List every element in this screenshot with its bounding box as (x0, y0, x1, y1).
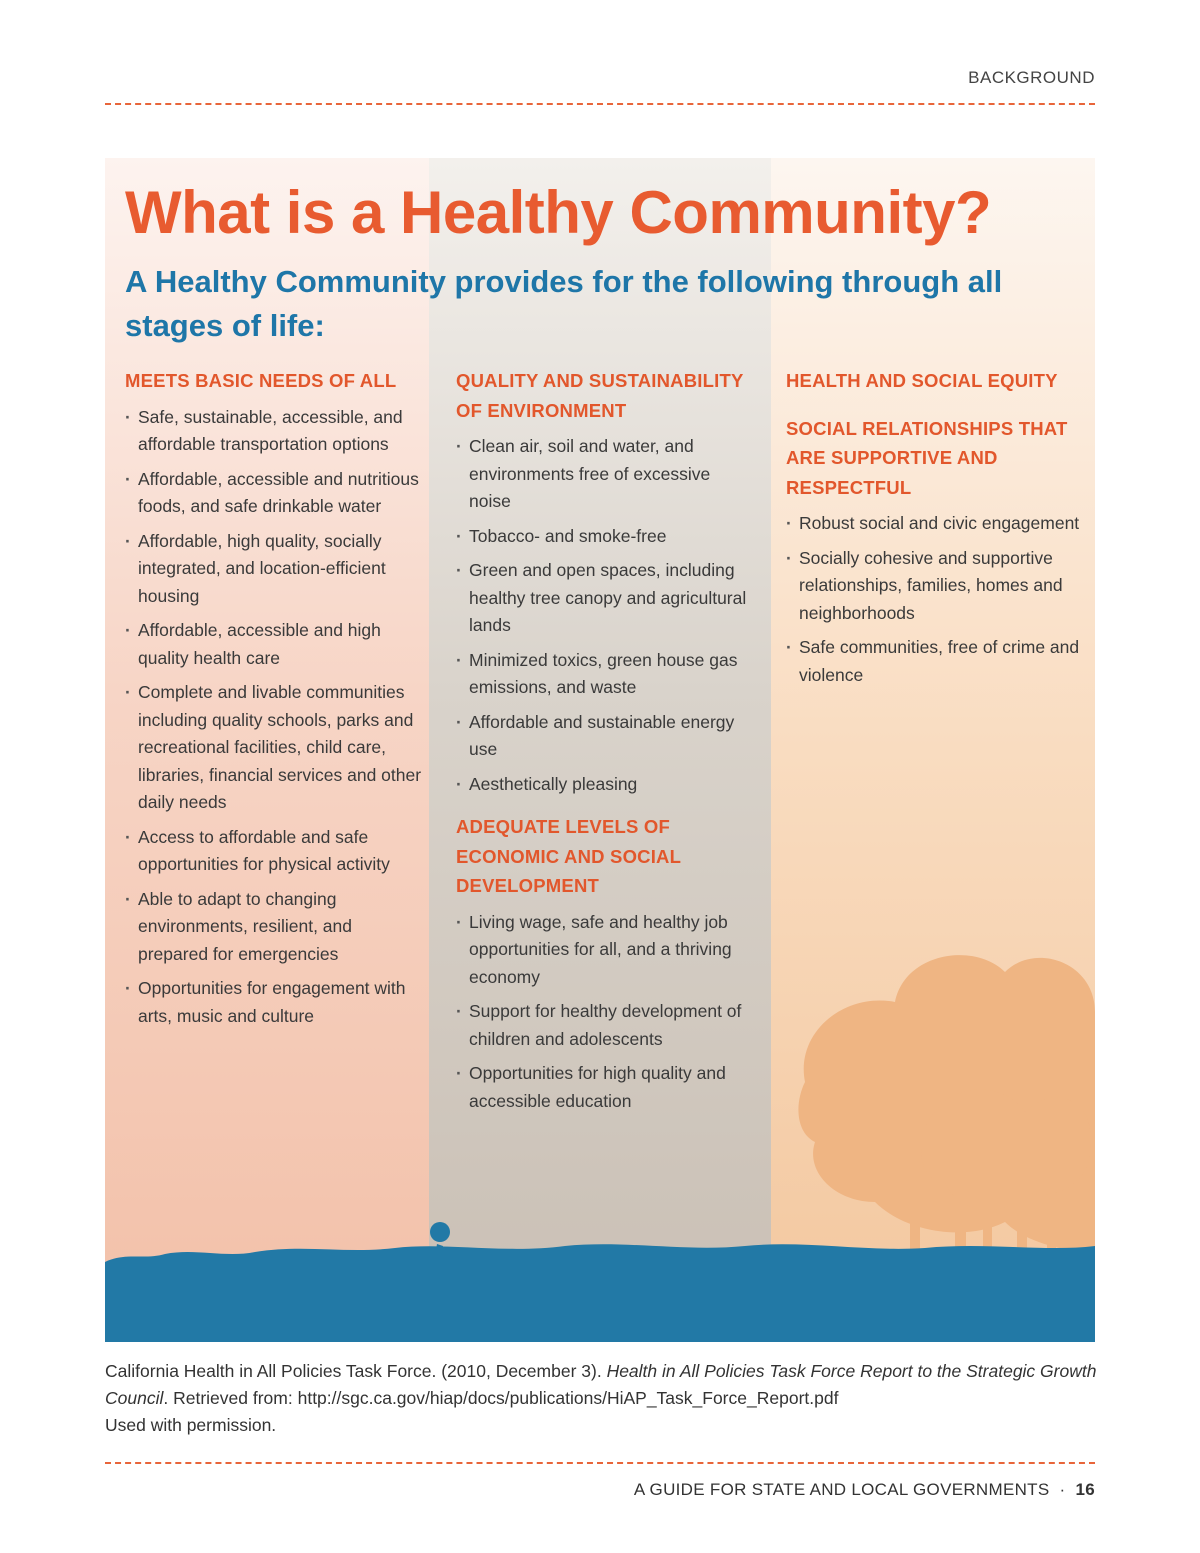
page-number: 16 (1075, 1480, 1095, 1499)
list-item: · Affordable, accessible and nutritious foods, and safe drinkable water (125, 466, 425, 521)
list-item: · Access to affordable and safe opportunities for physical activity (125, 824, 425, 879)
list-item: · Safe, sustainable, accessible, and affordable transportation options (125, 404, 425, 459)
list-item: · Opportunities for high quality and accessible education (456, 1060, 756, 1115)
list-item: · Robust social and civic engagement (786, 510, 1086, 538)
bullet-list (456, 433, 756, 798)
page-subtitle: A Healthy Community provides for the following through all stages of life: (125, 264, 1003, 343)
list-item: · Aesthetically pleasing (456, 771, 756, 799)
bullet-list (125, 404, 425, 1031)
column-equity-relationships (786, 366, 1086, 696)
citation-retrieved: Retrieved from: http://sgc.ca.gov/hiap/docs/publications/HiAP_Task_Force_Report.pdf (168, 1388, 839, 1408)
list-item: · Living wage, safe and healthy job opportunities for all, and a thriving economy (456, 909, 756, 992)
list-item: · Clean air, soil and water, and environments free of excessive noise (456, 433, 756, 516)
citation (105, 1358, 1100, 1439)
citation-lead: California Health in All Policies Task Force. (2010, December 3). (105, 1361, 607, 1381)
list-item: · Tobacco- and smoke-free (456, 523, 756, 551)
column-basic-needs (125, 366, 425, 1037)
section-heading: SOCIAL RELATIONSHIPS THAT ARE SUPPORTIVE AND RESPECTFUL (786, 417, 1068, 498)
list-item: · Green and open spaces, including healthy tree canopy and agricultural lands (456, 557, 756, 640)
list-item: · Safe communities, free of crime and violence (786, 634, 1086, 689)
citation-title: Health in All Policies Task Force Report to the Strategic Growth Council (105, 1361, 1097, 1408)
list-item: · Affordable and sustainable energy use (456, 709, 756, 764)
citation-permission: Used with permission. (105, 1415, 277, 1435)
section-heading: QUALITY AND SUSTAINABILITY OF ENVIRONMENT (456, 370, 744, 421)
bullet-list (456, 909, 756, 1116)
page-footer (634, 1480, 1095, 1500)
footer-guide-title: A GUIDE FOR STATE AND LOCAL GOVERNMENTS (633, 1480, 1050, 1499)
list-item: · Socially cohesive and supportive relationships, families, homes and neighborhoods (786, 545, 1086, 628)
infographic-panel (105, 158, 1095, 1342)
list-item: · Opportunities for engagement with arts, music and culture (125, 975, 425, 1030)
page-title: What is a Healthy Community? (125, 179, 992, 246)
list-item: · Affordable, accessible and high quality health care (125, 617, 425, 672)
list-item: · Minimized toxics, green house gas emissions, and waste (456, 647, 756, 702)
section-label: BACKGROUND (968, 68, 1095, 87)
list-item: · Support for healthy development of children and adolescents (456, 998, 756, 1053)
list-item: · Complete and livable communities including quality schools, parks and recreational facilities, child care, libraries, financial services and other daily needs (125, 679, 425, 817)
bullet-list (786, 510, 1086, 689)
list-item: · Affordable, high quality, socially integrated, and location-efficient housing (125, 528, 425, 611)
top-divider (105, 103, 1095, 105)
section-heading: MEETS BASIC NEEDS OF ALL (125, 370, 397, 391)
section-heading: HEALTH AND SOCIAL EQUITY (786, 370, 1058, 391)
citation-period: . (163, 1388, 169, 1408)
bottom-divider (105, 1462, 1095, 1464)
section-heading: ADEQUATE LEVELS OF ECONOMIC AND SOCIAL DEVELOPMENT (456, 816, 681, 896)
ground-band (105, 1272, 1095, 1342)
column-environment-economy (456, 366, 756, 1122)
footer-separator: · (1059, 1480, 1066, 1499)
list-item: · Able to adapt to changing environments, resilient, and prepared for emergencies (125, 886, 425, 969)
